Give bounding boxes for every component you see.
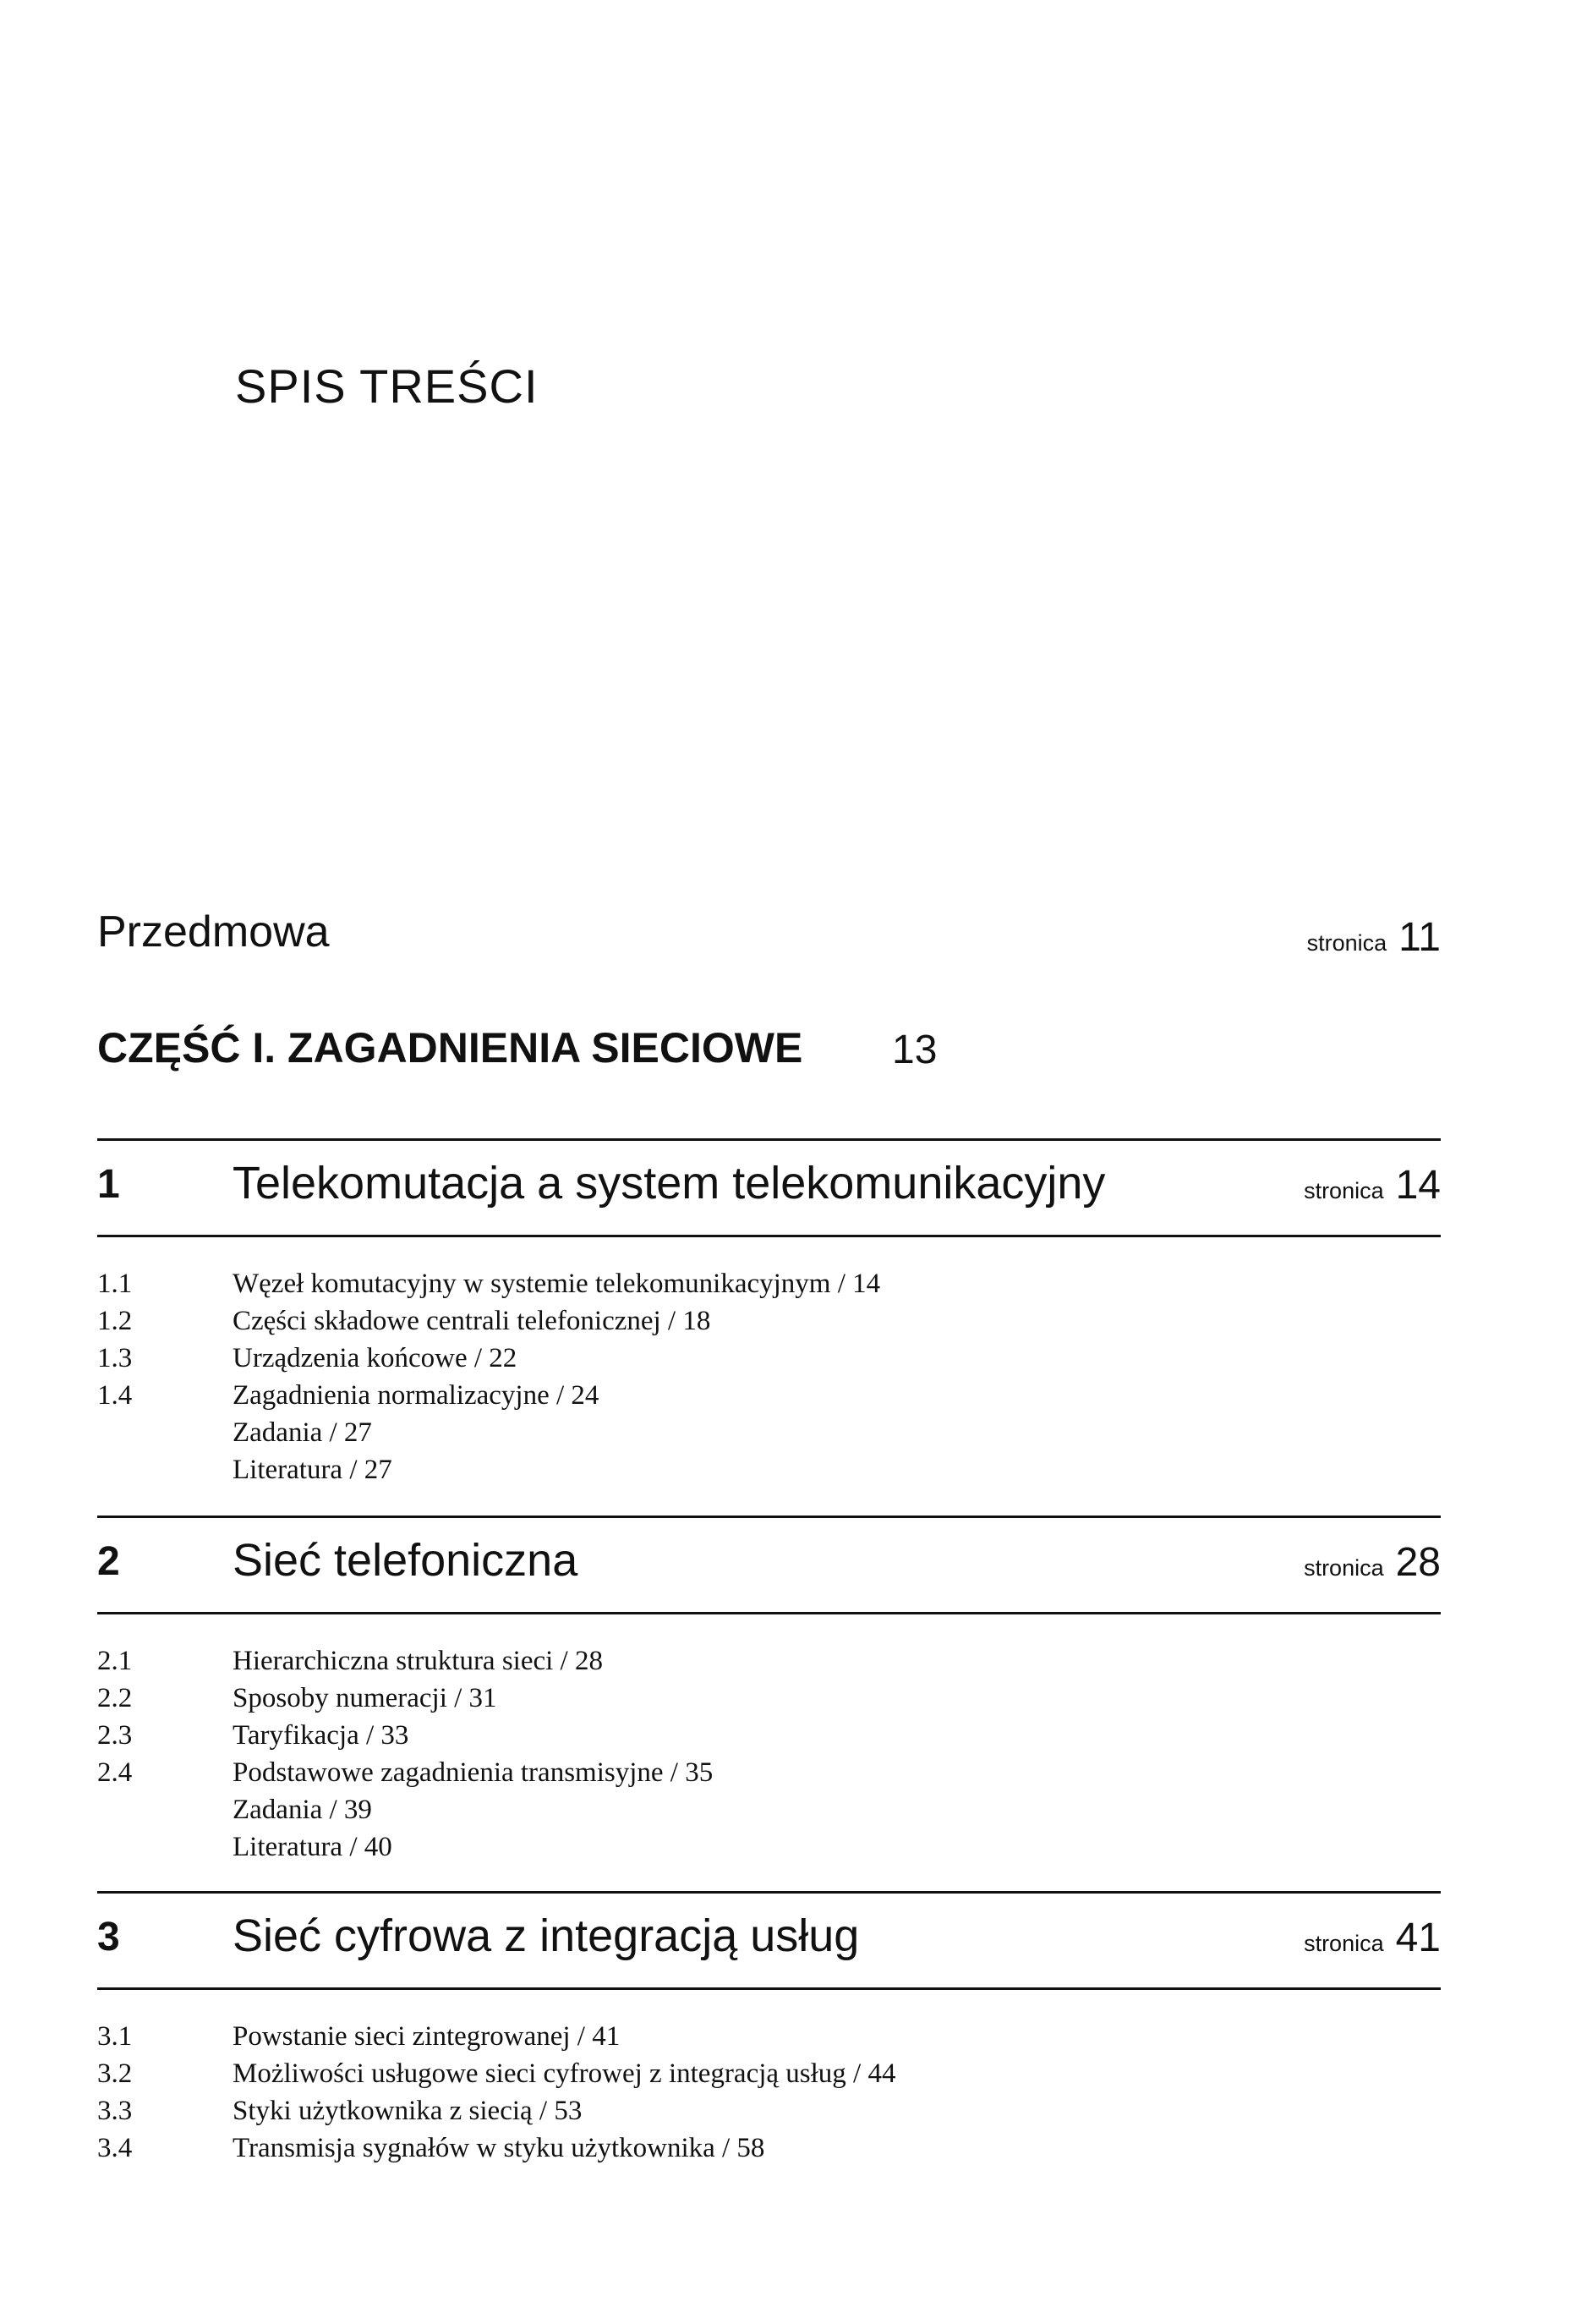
section-number: 2.2	[97, 1683, 133, 1713]
section-number: 3.2	[97, 2058, 133, 2089]
section-title: Urządzenia końcowe / 22	[233, 1343, 517, 1373]
chapter-title: Sieć telefoniczna	[233, 1535, 578, 1586]
section-title: Literatura / 40	[233, 1832, 392, 1862]
section-entry	[97, 1642, 1441, 1680]
section-entry	[97, 1828, 1441, 1866]
section-number: 1.2	[97, 1306, 133, 1336]
chapter-number: 1	[97, 1162, 120, 1207]
preface-label: Przedmowa	[97, 907, 330, 956]
preface-page-ref	[1307, 914, 1441, 961]
section-entry	[97, 2055, 1441, 2092]
section-number: 1.3	[97, 1343, 133, 1373]
section-title: Podstawowe zagadnienia transmisyjne / 35	[233, 1757, 714, 1788]
section-title: Zagadnienia normalizacyjne / 24	[233, 1380, 599, 1411]
section-entry	[97, 2018, 1441, 2055]
chapter-page-ref	[1304, 1162, 1441, 1209]
section-title: Części składowe centrali telefonicznej / 18	[233, 1306, 711, 1336]
section-title: Transmisja sygnałów w styku użytkownika / 58	[233, 2133, 765, 2163]
chapter-bottom-rule	[97, 1235, 1441, 1237]
part-label: CZĘŚĆ I. ZAGADNIENIA SIECIOWE	[97, 1024, 803, 1072]
page-word: stronica	[1304, 1555, 1384, 1581]
page-number: 28	[1395, 1540, 1441, 1585]
section-number: 1.4	[97, 1380, 133, 1411]
section-title: Literatura / 27	[233, 1455, 392, 1485]
section-list	[97, 1642, 1441, 1866]
section-title: Powstanie sieci zintegrowanej / 41	[233, 2021, 621, 2052]
section-title: Zadania / 27	[233, 1417, 372, 1448]
section-entry	[97, 1451, 1441, 1488]
chapter-top-rule	[97, 1138, 1441, 1141]
chapter-title: Telekomutacja a system telekomunikacyjny	[233, 1158, 1106, 1209]
section-number: 3.1	[97, 2021, 133, 2052]
section-number: 1.1	[97, 1269, 133, 1299]
chapter-top-rule	[97, 1516, 1441, 1518]
section-entry	[97, 1791, 1441, 1828]
chapter-bottom-rule	[97, 1987, 1441, 1990]
section-entry	[97, 2129, 1441, 2167]
page-word: stronica	[1304, 1931, 1384, 1956]
section-entry	[97, 2092, 1441, 2129]
page-word: stronica	[1306, 930, 1387, 956]
section-title: Taryfikacja / 33	[233, 1720, 409, 1751]
section-number: 2.1	[97, 1646, 133, 1676]
chapter-page-ref	[1304, 1539, 1441, 1586]
section-number: 3.3	[97, 2096, 133, 2126]
chapter-page-ref	[1304, 1915, 1441, 1961]
section-entry	[97, 1754, 1441, 1791]
section-number: 3.4	[97, 2133, 133, 2163]
section-entry	[97, 1340, 1441, 1377]
chapter-bottom-rule	[97, 1612, 1441, 1614]
section-list	[97, 2018, 1441, 2167]
section-title: Sposoby numeracji / 31	[233, 1683, 497, 1713]
page-number: 14	[1395, 1163, 1441, 1208]
part-heading	[97, 1023, 1441, 1083]
chapter-top-rule	[97, 1891, 1441, 1894]
section-entry	[97, 1680, 1441, 1717]
section-entry	[97, 1302, 1441, 1340]
section-entry	[97, 1717, 1441, 1754]
section-entry	[97, 1414, 1441, 1451]
section-entry	[97, 1265, 1441, 1302]
section-title: Węzeł komutacyjny w systemie telekomunikacyjnym / 14	[233, 1269, 881, 1299]
section-title: Hierarchiczna struktura sieci / 28	[233, 1646, 603, 1676]
section-list	[97, 1265, 1441, 1488]
section-number: 2.4	[97, 1757, 133, 1788]
page-word: stronica	[1304, 1178, 1384, 1203]
chapter-title: Sieć cyfrowa z integracją usług	[233, 1910, 860, 1961]
section-title: Możliwości usługowe sieci cyfrowej z integracją usług / 44	[233, 2058, 896, 2089]
section-title: Styki użytkownika z siecią / 53	[233, 2096, 583, 2126]
page-number: 11	[1398, 915, 1441, 960]
page-number: 41	[1395, 1916, 1441, 1960]
section-number: 2.3	[97, 1720, 133, 1751]
toc-title: SPIS TREŚCI	[235, 359, 539, 413]
section-title: Zadania / 39	[233, 1795, 372, 1825]
part-page-number: 13	[892, 1028, 938, 1072]
chapter-number: 3	[97, 1915, 120, 1960]
chapter-number: 2	[97, 1539, 120, 1584]
preface-entry	[97, 907, 1441, 966]
section-entry	[97, 1377, 1441, 1414]
